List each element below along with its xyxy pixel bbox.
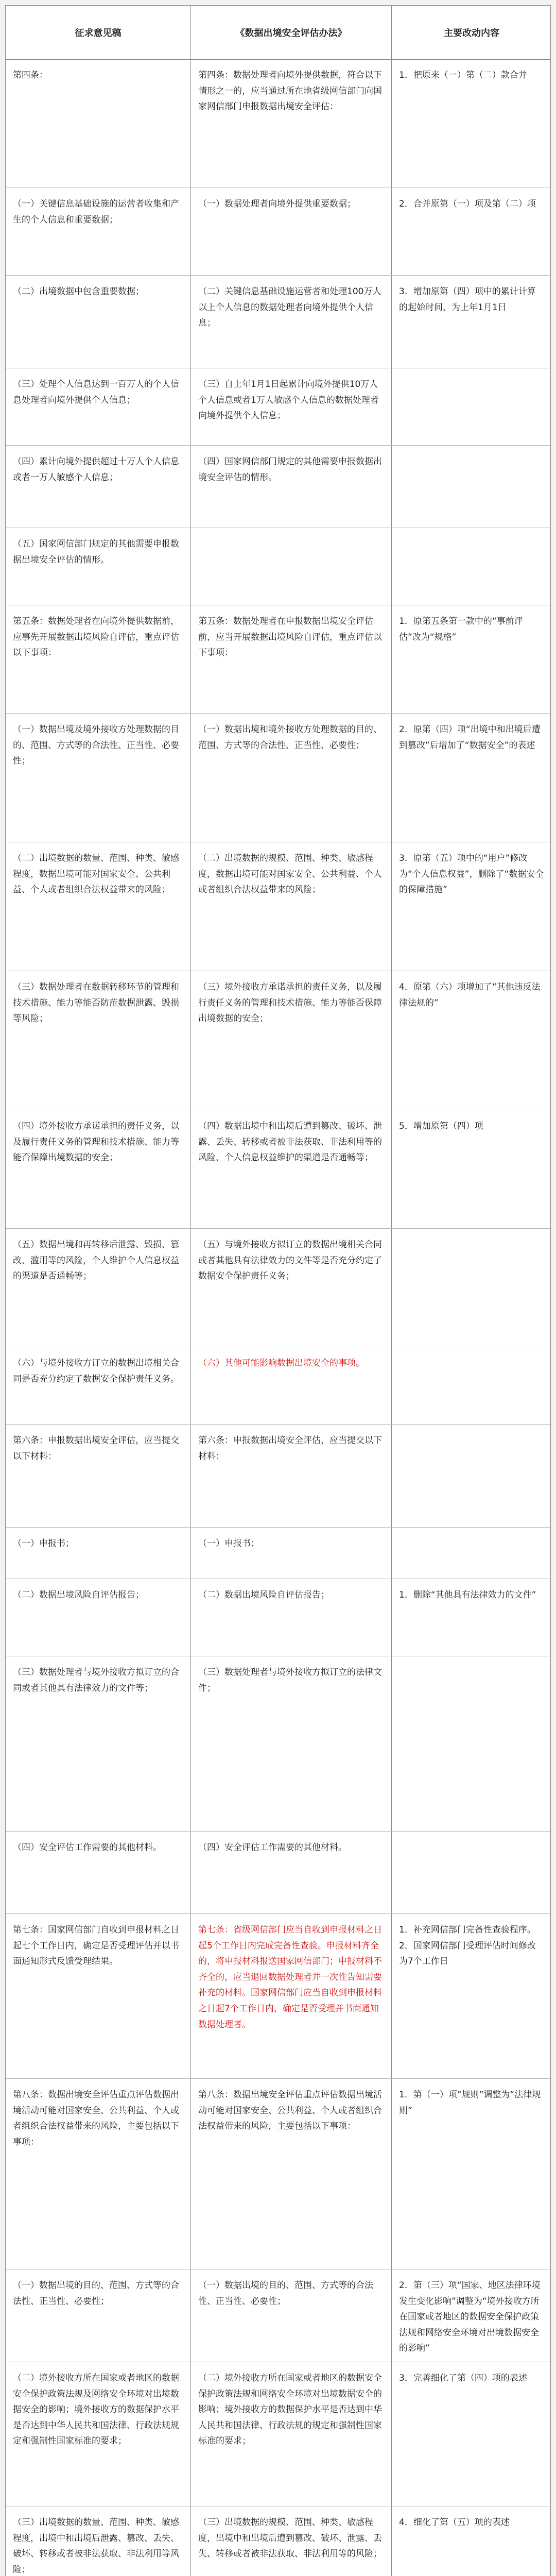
table-row (6, 1832, 550, 1914)
change-cell: 3．完善细化了第（四）项的表述 (399, 2373, 527, 2383)
final-cell: （四）国家网信部门规定的其他需要申报数据出境安全评估的情形。 (191, 446, 392, 528)
final-cell: （五）与境外接收方拟订立的数据出境相关合同或者其他具有法律效力的文件等是否充分约定了数据安全保护责任义务； (191, 1229, 392, 1347)
draft-cell: （四）境外接收方承诺承担的责任义务，以及履行责任义务的管理和技术措施、能力等能否保障出境数据的安全； (6, 1110, 191, 1228)
draft-cell: （二）数据出境风险自评估报告； (6, 1579, 191, 1656)
change-cell: 1．第（一）项“规则”调整为“法律规则” (399, 2090, 541, 2116)
final-cell: （二）出境数据的规模、范围、种类、敏感程度，数据出境可能对国家安全、公共利益、个人或者组织合法权益带来的风险； (191, 842, 392, 971)
draft-cell: 第五条：数据处理者在向境外提供数据前，应事先开展数据出境风险自评估，重点评估以下事项： (6, 605, 191, 713)
draft-cell: （一）关键信息基础设施的运营者收集和产生的个人信息和重要数据； (6, 188, 191, 275)
change-cell: 1．补充网信部门完备性查验程序。2．国家网信部门受理评估时间修改为7个工作日 (399, 1925, 536, 1967)
table-row (6, 1579, 550, 1656)
change-cell (392, 446, 551, 528)
draft-cell: （三）数据处理者在数据转移环节的管理和技术措施、能力等能否防范数据泄露、毁损等风险； (6, 971, 191, 1110)
change-cell: 1．原第五条第一款中的“事前评估”改为“规格” (399, 616, 523, 642)
final-cell: （三）境外接收方承诺承担的责任义务，以及履行责任义务的管理和技术措施、能力等能否保障出境数据的安全； (191, 971, 392, 1110)
change-cell (392, 1528, 551, 1579)
table-row (6, 188, 550, 276)
draft-cell: （一）数据出境及境外接收方处理数据的目的、范围、方式等的合法性、正当性、必要性； (6, 714, 191, 842)
change-cell: 3．原第（五）项中的“用户”修改为“个人信息权益”，删除了“数据安全的保障措施” (399, 853, 544, 895)
final-cell: （二）数据出境风险自评估报告； (191, 1579, 392, 1656)
draft-cell: 第八条：数据出境安全评估重点评估数据出境活动可能对国家安全、公共利益、个人或者组织合法权益带来的风险，主要包括以下事项： (6, 2079, 191, 2269)
final-cell: （二）关键信息基础设施运营者和处理100万人以上个人信息的数据处理者向境外提供个人信息； (191, 276, 392, 368)
table-header (6, 6, 550, 60)
table-row (6, 59, 550, 188)
change-cell (392, 1832, 551, 1913)
table-row (6, 446, 550, 528)
draft-cell: （二）境外接收方所在国家或者地区的数据安全保护政策法规及网络安全环境对出境数据安全的影响；境外接收方的数据保护水平是否达到中华人民共和国法律、行政法规规定和强制性国家标准的要求； (6, 2362, 191, 2506)
table-row (6, 842, 550, 971)
final-cell: 第八条：数据出境安全评估重点评估数据出境活动可能对国家安全、公共利益、个人或者组织合法权益带来的风险，主要包括以下事项： (191, 2079, 392, 2269)
draft-cell: 第七条：国家网信部门自收到申报材料之日起七个工作日内，确定是否受理评估并以书面通知形式反馈受理结果。 (6, 1914, 191, 2078)
table-row (6, 1528, 550, 1579)
table-row (6, 2362, 550, 2506)
change-cell: 1．把原来（一）第（二）款合并 (399, 70, 527, 80)
draft-cell: （三）数据处理者与境外接收方拟订立的合同或者其他具有法律效力的文件等； (6, 1656, 191, 1831)
header-changes: 主要改动内容 (444, 28, 499, 39)
draft-cell: （六）与境外接收方订立的数据出境相关合同是否充分约定了数据安全保护责任义务。 (6, 1347, 191, 1424)
draft-cell: （一）数据出境的目的、范围、方式等的合法性、正当性、必要性； (6, 2269, 191, 2362)
final-cell: （三）出境数据的规模、范围、种类、敏感程度，出境中和出境后遭到篡改、破坏、泄露、丢失、转移或者被非法获取、非法利用等的风险； (191, 2506, 392, 2576)
table-row (6, 2079, 550, 2269)
change-cell (392, 1229, 551, 1347)
draft-cell: （三）出境数据的数量、范围、种类、敏感程度，出境中和出境后泄露、篡改、丢失、破坏、转移或者被非法获取、非法利用等风险； (6, 2506, 191, 2576)
change-cell: 2．第（三）项“国家、地区法律环境发生变化影响”调整为“境外接收方所在国家或者地区的数据安全保护政策法规和网络安全环境对出境数据安全的影响” (399, 2280, 541, 2354)
draft-cell: （四）累计向境外提供超过十万人个人信息或者一万人敏感个人信息； (6, 446, 191, 528)
change-cell (392, 368, 551, 445)
header-final: 《数据出境安全评估办法》 (191, 6, 392, 59)
draft-cell: （二）出境数据的数量、范围、种类、敏感程度，数据出境可能对国家安全、公共利益、个人或者组织合法权益带来的风险； (6, 842, 191, 971)
change-cell: 1．删除“其他具有法律效力的文件” (399, 1590, 536, 1600)
final-cell: （三）数据处理者与境外接收方拟订立的法律文件； (191, 1656, 392, 1831)
final-cell: 第七条：省级网信部门应当自收到申报材料之日起5个工作日内完成完备性查验。申报材料齐全的，将申报材料报送国家网信部门；申报材料不齐全的，应当退回数据处理者并一次性告知需要补充的材料。国家网信部门应当自收到申报材料之日起7个工作日内，确定是否受理并书面通知数据处理者。 (191, 1914, 392, 2078)
table-row (6, 1110, 550, 1229)
table-row (6, 1425, 550, 1528)
table-row (6, 1229, 550, 1347)
draft-cell: （二）出境数据中包含重要数据； (6, 276, 191, 368)
draft-cell: （一）申报书； (6, 1528, 191, 1579)
final-cell: （一）数据处理者向境外提供重要数据； (191, 188, 392, 275)
final-cell: （二）境外接收方所在国家或者地区的数据安全保护政策法规和网络安全环境对出境数据安全的影响；境外接收方的数据保护水平是否达到中华人民共和国法律、行政法规的规定和强制性国家标准的要求； (191, 2362, 392, 2506)
table-row (6, 1656, 550, 1832)
header-draft: 征求意见稿 (6, 6, 191, 59)
table-row (6, 276, 550, 368)
change-cell (392, 528, 551, 605)
change-cell (392, 1347, 551, 1424)
change-cell: 2．合并原第（一）项及第（二）项 (399, 199, 536, 209)
final-cell: 第四条：数据处理者向境外提供数据，符合以下情形之一的，应当通过所在地省级网信部门向国家网信部门申报数据出境安全评估： (191, 59, 392, 188)
comparison-table (5, 5, 551, 2576)
draft-cell: （三）处理个人信息达到一百万人的个人信息处理者向境外提供个人信息； (6, 368, 191, 445)
table-body (6, 59, 550, 2576)
table-row (6, 1347, 550, 1425)
change-cell: 4．原第（六）项增加了“其他违反法律法规的” (399, 982, 541, 1008)
final-cell: （三）自上年1月1日起累计向境外提供10万人个人信息或者1万人敏感个人信息的数据处理者向境外提供个人信息； (191, 368, 392, 445)
change-cell: 4．细化了第（五）项的表述 (399, 2517, 510, 2528)
final-cell: （一）数据出境的目的、范围、方式等的合法性、正当性、必要性； (191, 2269, 392, 2362)
draft-cell: （四）安全评估工作需要的其他材料。 (6, 1832, 191, 1913)
table-row (6, 1914, 550, 2079)
change-cell: 2．原第（四）项“出境中和出境后遭到篡改”后增加了“数据安全”的表述 (399, 724, 541, 751)
change-cell (392, 1656, 551, 1831)
table-row (6, 605, 550, 714)
change-cell: 5．增加原第（四）项 (399, 1121, 483, 1131)
change-cell (392, 1425, 551, 1527)
table-row (6, 971, 550, 1110)
table-row (6, 528, 550, 605)
draft-cell: （五）国家网信部门规定的其他需要申报数据出境安全评估的情形。 (6, 528, 191, 605)
final-cell: 第六条：申报数据出境安全评估，应当提交以下材料： (191, 1425, 392, 1527)
final-cell: （一）数据出境和境外接收方处理数据的目的、范围、方式等的合法性、正当性、必要性； (191, 714, 392, 842)
draft-cell: （五）数据出境和再转移后泄露、毁损、篡改、滥用等的风险，个人维护个人信息权益的渠道是否通畅等； (6, 1229, 191, 1347)
final-cell: （一）申报书； (191, 1528, 392, 1579)
final-cell (191, 528, 392, 605)
change-cell: 3．增加原第（四）项中的累计计算的起始时间，为上年1月1日 (399, 286, 536, 313)
final-cell: （四）安全评估工作需要的其他材料。 (191, 1832, 392, 1913)
table-row (6, 714, 550, 842)
final-cell: （四）数据出境中和出境后遭到篡改、破坏、泄露、丢失、转移或者被非法获取、非法利用等的风险，个人信息权益维护的渠道是否通畅等； (191, 1110, 392, 1228)
final-cell: （六）其他可能影响数据出境安全的事项。 (191, 1347, 392, 1424)
table-row (6, 368, 550, 446)
table-row (6, 2269, 550, 2362)
final-cell: 第五条：数据处理者在申报数据出境安全评估前，应当开展数据出境风险自评估，重点评估以下事项： (191, 605, 392, 713)
draft-cell: 第四条： (6, 59, 191, 188)
table-row (6, 2506, 550, 2576)
draft-cell: 第六条：申报数据出境安全评估，应当提交以下材料： (6, 1425, 191, 1527)
